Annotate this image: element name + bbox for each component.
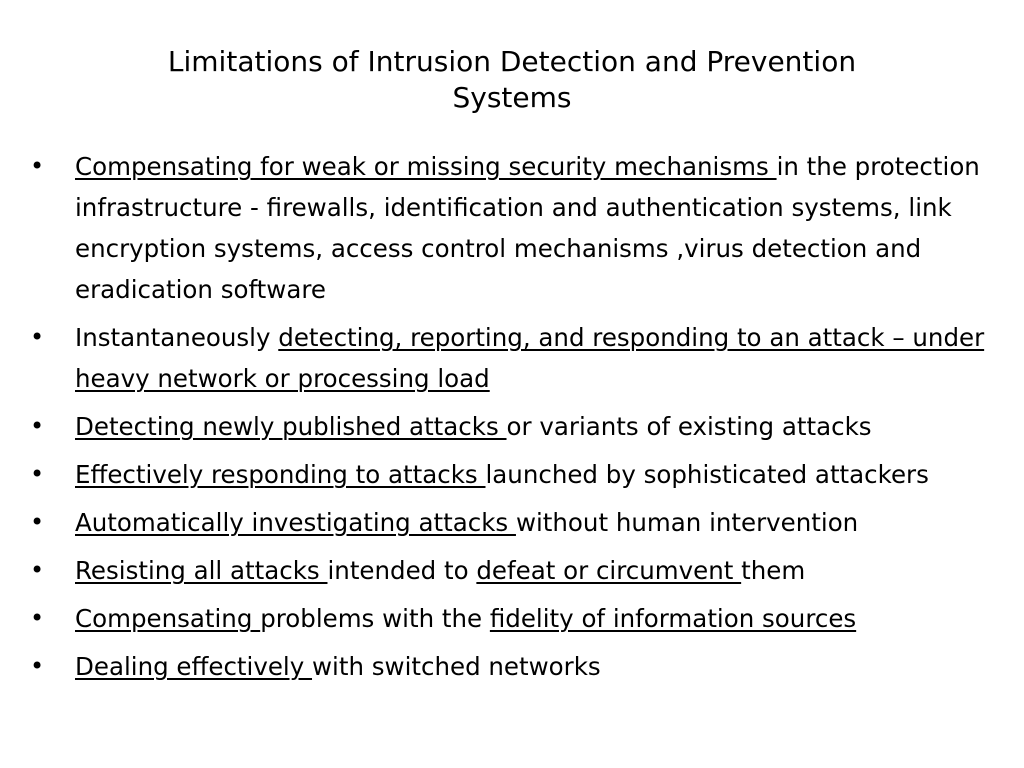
- bullet-text: Instantaneously: [75, 323, 279, 352]
- underlined-text: Automatically investigating attacks: [75, 508, 516, 537]
- bullet-icon: •: [30, 556, 45, 584]
- bullet-item: [30, 317, 990, 399]
- slide-title: [110, 44, 914, 116]
- bullet-icon: •: [30, 652, 45, 680]
- bullet-text: launched by sophisticated attackers: [485, 460, 929, 489]
- underlined-text: Detecting newly published attacks: [75, 412, 507, 441]
- bullet-item: [30, 146, 990, 310]
- bullet-icon: •: [30, 323, 45, 351]
- title-line-1: Limitations of Intrusion Detection and Prevention: [167, 45, 857, 78]
- underlined-text: detecting, reporting, and responding to an attack – under heavy network or processing load: [75, 323, 985, 393]
- bullet-list: [30, 146, 990, 694]
- bullet-text: intended to: [327, 556, 477, 585]
- bullet-icon: •: [30, 152, 45, 180]
- bullet-text: without human intervention: [515, 508, 859, 537]
- underlined-text: Compensating for weak or missing security mechanisms: [75, 152, 777, 181]
- bullet-icon: •: [30, 460, 45, 488]
- bullet-item: [30, 502, 990, 543]
- bullet-text: them: [741, 556, 806, 585]
- underlined-text: Effectively responding to attacks: [75, 460, 486, 489]
- bullet-icon: •: [30, 508, 45, 536]
- underlined-text: Dealing effectively: [75, 652, 313, 681]
- underlined-text: defeat or circumvent: [476, 556, 742, 585]
- underlined-text: Resisting all attacks: [75, 556, 328, 585]
- bullet-item: [30, 646, 990, 687]
- bullet-text: with switched networks: [312, 652, 601, 681]
- bullet-item: [30, 550, 990, 591]
- bullet-text: in the protection infrastructure - firewalls, identification and authentication systems, link encryption systems, access control mechanisms ,virus detection and eradication software: [75, 152, 980, 304]
- bullet-icon: •: [30, 604, 45, 632]
- bullet-item: [30, 598, 990, 639]
- bullet-icon: •: [30, 412, 45, 440]
- bullet-item: [30, 406, 990, 447]
- title-line-2: Systems: [452, 81, 572, 114]
- underlined-text: fidelity of information sources: [489, 604, 857, 633]
- bullet-text: or variants of existing attacks: [506, 412, 872, 441]
- underlined-text: Compensating: [75, 604, 261, 633]
- bullet-text: problems with the: [260, 604, 490, 633]
- bullet-item: [30, 454, 990, 495]
